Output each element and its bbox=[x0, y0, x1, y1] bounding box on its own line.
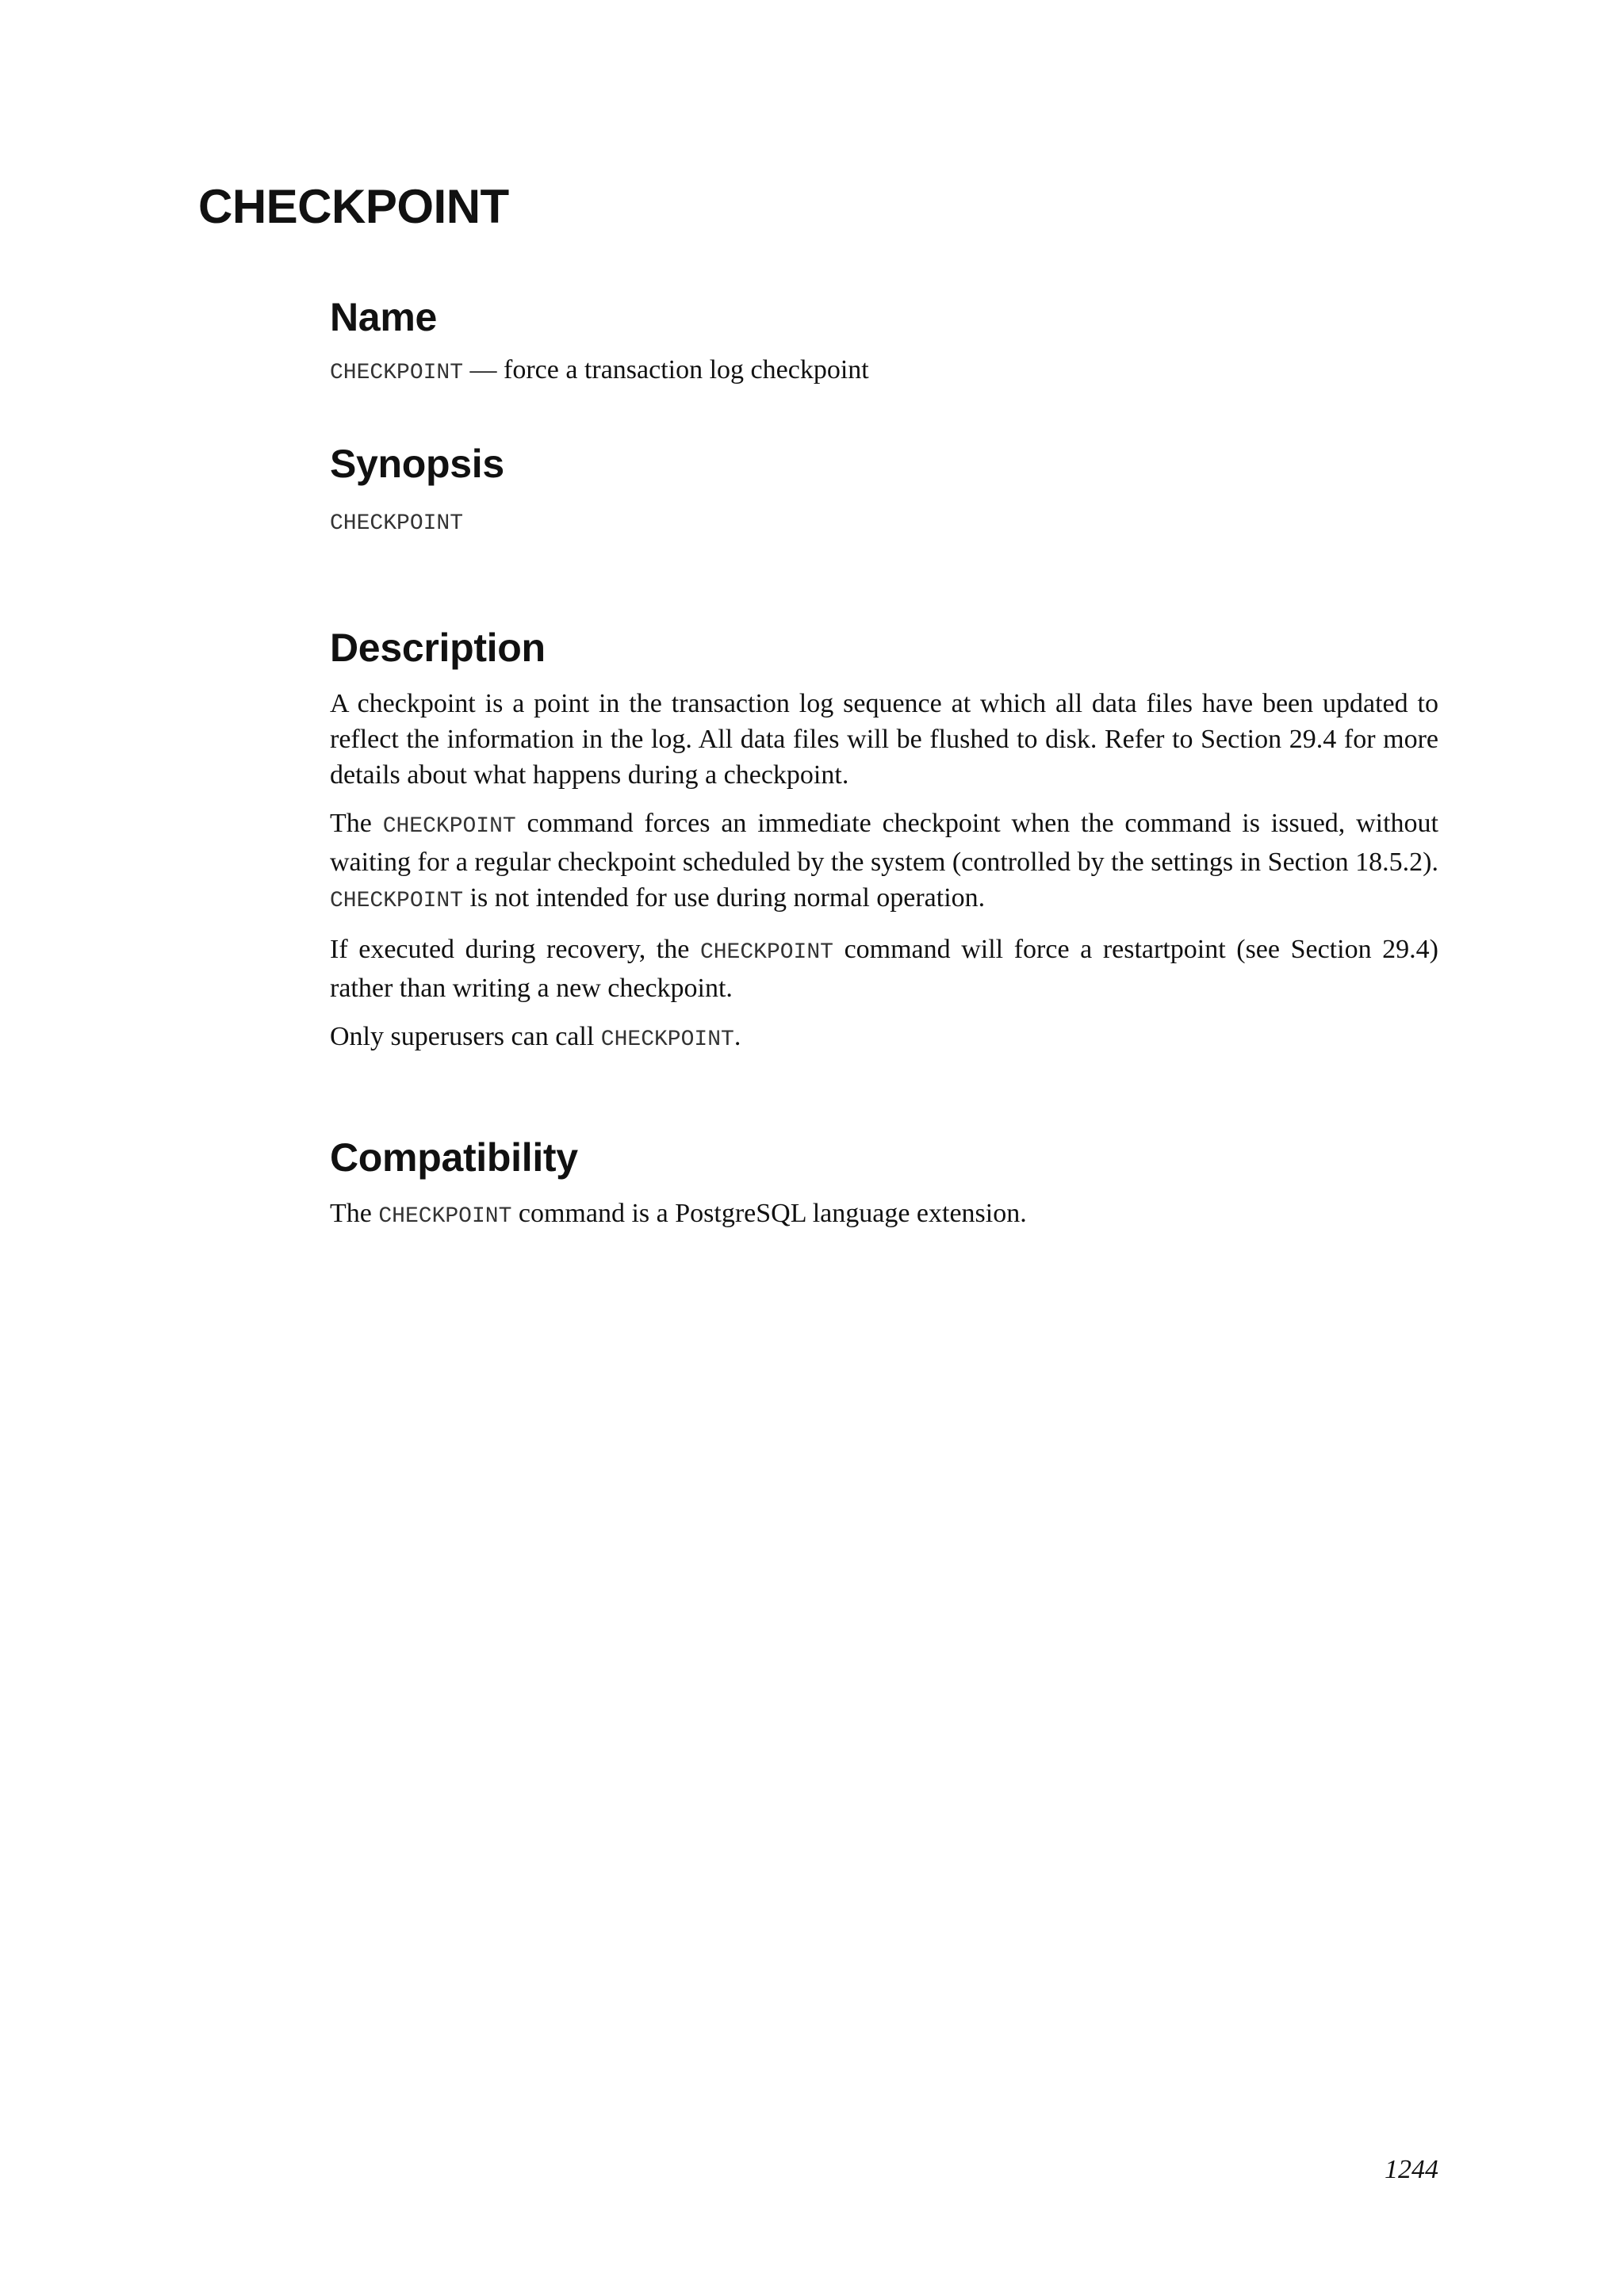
refentry-content bbox=[330, 293, 1438, 1234]
text-span: The bbox=[330, 1199, 379, 1228]
text-span: Only superusers can call bbox=[330, 1022, 601, 1051]
synopsis-heading: Synopsis bbox=[330, 442, 504, 486]
page-title: CHECKPOINT bbox=[198, 180, 509, 233]
command-name: CHECKPOINT bbox=[330, 361, 464, 385]
text-span: command will force a restartpoint (see Section 29.4) rather than writing a new checkpoint. bbox=[330, 935, 1438, 1003]
text-span: command is a PostgreSQL language extension. bbox=[511, 1199, 1027, 1228]
description-section bbox=[330, 624, 1438, 1058]
text-span: If executed during recovery, the bbox=[330, 935, 700, 964]
description-paragraph-2 bbox=[330, 806, 1438, 919]
compatibility-section bbox=[330, 1134, 1438, 1234]
page-number: 1244 bbox=[1385, 2155, 1438, 2184]
compatibility-paragraph bbox=[330, 1196, 1438, 1234]
name-heading: Name bbox=[330, 295, 437, 339]
name-summary bbox=[330, 352, 1438, 391]
synopsis-section bbox=[330, 440, 1438, 540]
description-paragraph-4 bbox=[330, 1019, 1438, 1058]
text-span: . bbox=[733, 1022, 741, 1051]
inline-code: CHECKPOINT bbox=[330, 889, 464, 913]
inline-code: CHECKPOINT bbox=[378, 1204, 512, 1229]
text-span: command forces an immediate checkpoint when the command is issued, without waiting for a regular checkpoint scheduled by the system (controlled by the settings in Section 18.5.2). bbox=[330, 809, 1439, 877]
description-paragraph-3 bbox=[330, 932, 1438, 1006]
inline-code: CHECKPOINT bbox=[382, 814, 516, 839]
description-paragraph-1: A checkpoint is a point in the transaction log sequence at which all data files have been updated to reflect the information in the log. All data files will be flushed to disk. Refer to Section 29.4 for more details about what happens during a checkpoint. bbox=[330, 689, 1438, 790]
description-heading: Description bbox=[330, 626, 546, 670]
compatibility-heading: Compatibility bbox=[330, 1135, 578, 1180]
synopsis-code: CHECKPOINT bbox=[330, 511, 464, 536]
text-span: is not intended for use during normal operation. bbox=[463, 883, 986, 913]
command-purpose: — force a transaction log checkpoint bbox=[463, 355, 869, 385]
inline-code: CHECKPOINT bbox=[600, 1027, 734, 1052]
name-section bbox=[330, 293, 1438, 391]
text-span: The bbox=[330, 809, 383, 838]
inline-code: CHECKPOINT bbox=[699, 940, 833, 965]
